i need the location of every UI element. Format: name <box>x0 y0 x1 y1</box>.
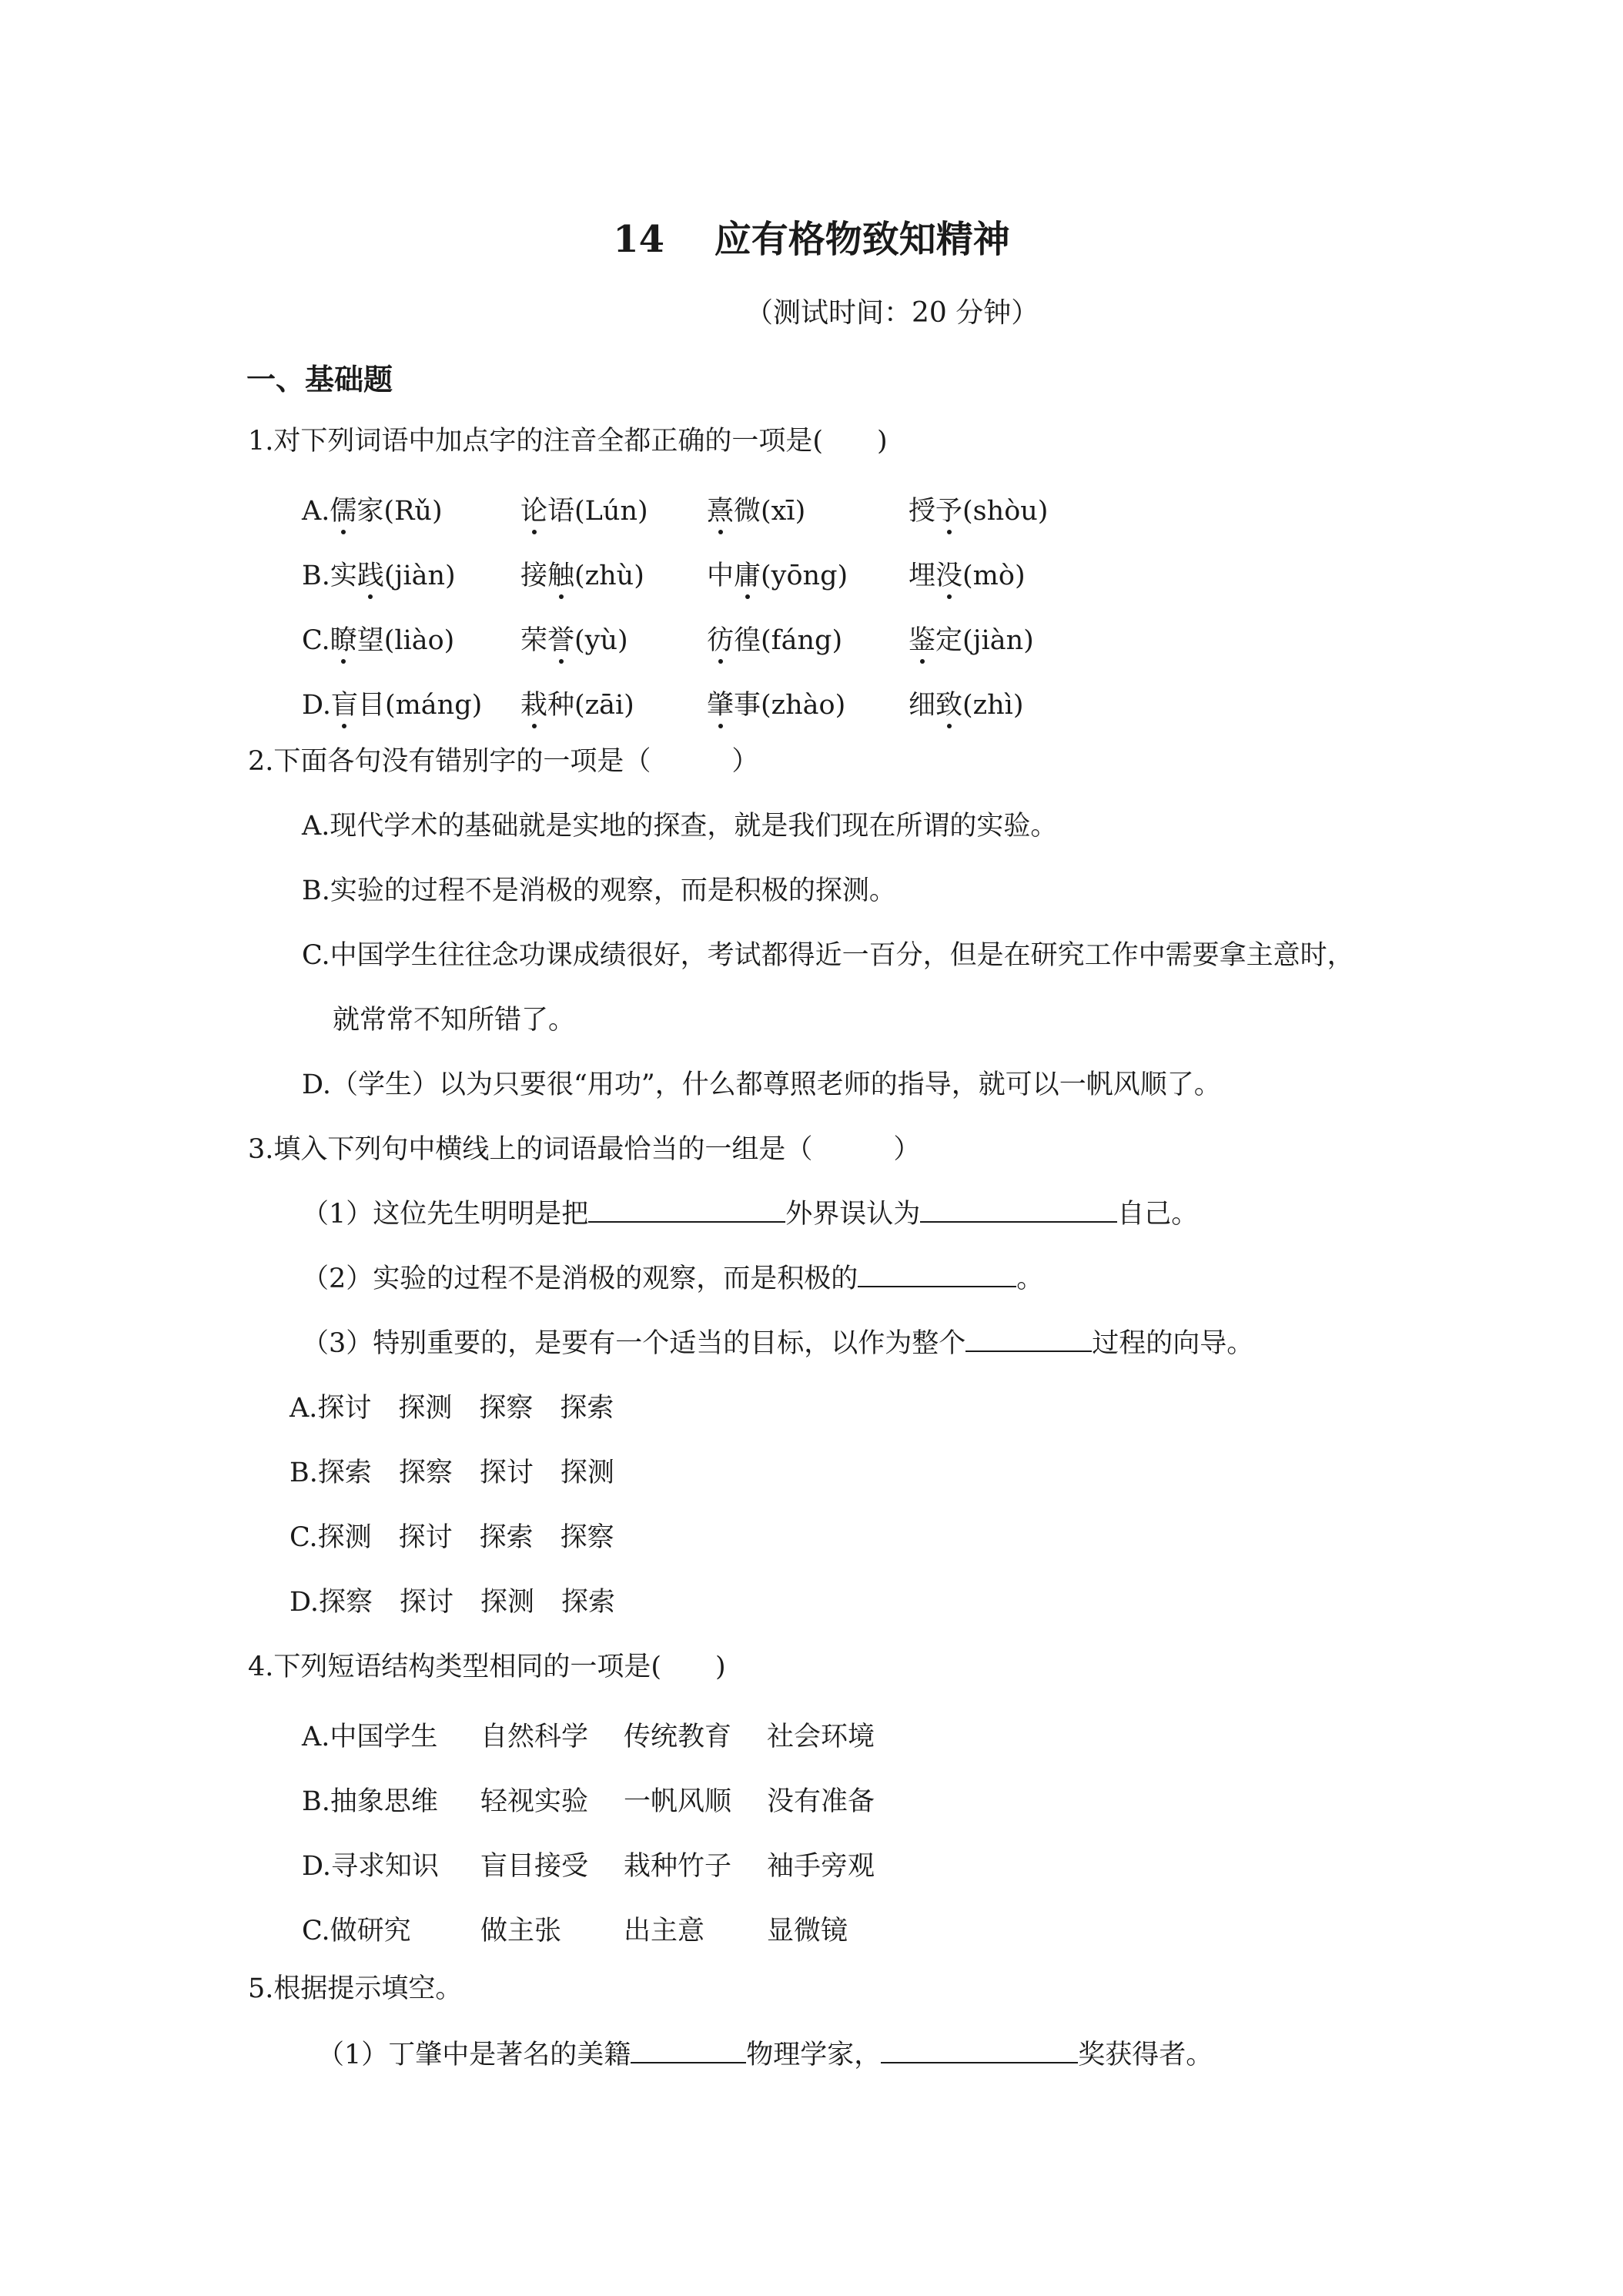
word-char: 埋 <box>909 561 936 591</box>
fill-blank[interactable] <box>965 1327 1092 1352</box>
dotted-char: 践 <box>357 554 384 593</box>
question-1-option-a-item <box>302 490 443 528</box>
option-label: B. <box>302 561 330 591</box>
dotted-char: 誉 <box>547 619 574 658</box>
question-4-phrase <box>624 1909 704 1948</box>
question-4-phrase <box>302 1909 411 1948</box>
phrase-text: 显微镜 <box>767 1916 848 1946</box>
question-4-phrase <box>767 1845 875 1883</box>
question-4-phrase <box>302 1715 437 1754</box>
word-rest: 望(liào) <box>356 625 455 656</box>
dotted-char: 儒 <box>330 490 356 528</box>
word-rest: (yōng) <box>761 561 848 591</box>
question-1-option-d-item <box>302 684 482 722</box>
question-4-phrase <box>480 1845 588 1883</box>
phrase-text: 没有准备 <box>767 1786 875 1817</box>
word-rest: 目(máng) <box>357 690 483 721</box>
question-3-option-c: C.探测 探讨 探索 探察 <box>289 1522 614 1553</box>
dotted-char: 熹 <box>707 490 734 528</box>
dotted-char: 鉴 <box>909 619 935 658</box>
question-4-phrase <box>767 1909 848 1948</box>
question-3-sentence-2 <box>302 1263 1043 1295</box>
word-rest: 徨(fáng) <box>734 625 843 656</box>
fill-blank[interactable] <box>858 1263 1016 1287</box>
phrase-text: 自然科学 <box>480 1722 589 1752</box>
question-3-sentence-1 <box>302 1198 1198 1230</box>
dotted-char: 致 <box>935 684 962 722</box>
question-3-option-b: B.探索 探察 探讨 探测 <box>289 1458 614 1488</box>
word-char: 实 <box>330 561 357 591</box>
word-rest: (mò) <box>962 561 1026 591</box>
question-3-sentence-3 <box>302 1327 1253 1360</box>
question-2-option-c: C.中国学生往往念功课成绩很好，考试都得近一百分，但是在研究工作中需要拿主意时， <box>302 940 1354 971</box>
question-1-option-a-item <box>909 490 1048 528</box>
question-1-option-b-item <box>909 554 1026 593</box>
dotted-char: 瞭 <box>330 619 357 658</box>
question-3-option-a: A.探讨 探测 探察 探索 <box>289 1393 614 1424</box>
question-4-stem: 4.下列短语结构类型相同的一项是( ) <box>248 1652 726 1682</box>
word-rest: (zhù) <box>574 561 644 591</box>
page-title: 14 应有格物致知精神 <box>613 218 1010 261</box>
word-rest: 微(xī) <box>734 496 806 527</box>
word-rest: 家(Rǔ) <box>356 496 443 527</box>
question-1-option-d-item <box>707 684 845 722</box>
question-1-option-b-item <box>302 554 456 593</box>
phrase-text: 做研究 <box>330 1916 411 1946</box>
sentence-2-part-b: 。 <box>1016 1263 1044 1294</box>
phrase-text: 出主意 <box>624 1916 705 1946</box>
option-label: C. <box>302 1916 330 1946</box>
question-4-phrase <box>767 1780 875 1819</box>
question-4-phrase <box>624 1780 731 1819</box>
sentence-2-part-a: （2）实验的过程不是消极的观察，而是积极的 <box>302 1263 858 1294</box>
dotted-char: 触 <box>547 554 574 593</box>
word-char: 细 <box>909 690 936 721</box>
word-rest: 事(zhào) <box>734 690 846 721</box>
phrase-text: 社会环境 <box>767 1722 875 1752</box>
fill-blank[interactable] <box>920 1198 1117 1223</box>
word-char: 荣 <box>520 625 548 656</box>
fill-blank[interactable] <box>881 2039 1078 2063</box>
question-4-phrase <box>480 1780 588 1819</box>
question-5-stem: 5.根据提示填空。 <box>248 1973 463 2004</box>
phrase-text: 袖手旁观 <box>767 1851 875 1882</box>
question-4-phrase <box>480 1909 561 1948</box>
word-rest: 种(zāi) <box>547 690 634 721</box>
word-rest: (shòu) <box>962 496 1049 527</box>
question-1-stem: 1.对下列词语中加点字的注音全都正确的一项是( ) <box>248 426 888 457</box>
phrase-text: 做主张 <box>480 1916 562 1946</box>
question-4-phrase <box>624 1715 731 1754</box>
word-char: 中 <box>707 561 735 591</box>
section-heading: 一、基础题 <box>246 362 393 397</box>
question-1-option-c-item <box>707 619 842 658</box>
dotted-char: 没 <box>935 554 962 593</box>
word-rest: 语(Lún) <box>547 496 648 527</box>
option-label: B. <box>302 1786 330 1817</box>
question-1-option-b-item <box>520 554 644 593</box>
word-rest: (jiàn) <box>383 561 456 591</box>
sentence-3-part-a: （3）特别重要的，是要有一个适当的目标，以作为整个 <box>302 1328 966 1359</box>
question-4-phrase <box>302 1780 438 1819</box>
question-1-option-d-item <box>909 684 1024 722</box>
question-1-option-c-item <box>302 619 454 658</box>
word-rest: 定(jiàn) <box>935 625 1034 656</box>
q5-part-b: 物理学家， <box>746 2040 882 2070</box>
option-label: A. <box>302 496 330 527</box>
word-rest: (zhì) <box>962 690 1024 721</box>
phrase-text: 抽象思维 <box>330 1786 438 1817</box>
word-rest: (yù) <box>574 625 628 656</box>
question-2-stem: 2.下面各句没有错别字的一项是（ ） <box>248 746 759 777</box>
question-5-sentence-1 <box>317 2039 1213 2071</box>
question-4-phrase <box>624 1845 731 1883</box>
question-2-option-c-continued: 就常常不知所错了。 <box>333 1005 576 1036</box>
option-label: D. <box>302 690 331 721</box>
question-3-stem: 3.填入下列句中横线上的词语最恰当的一组是（ ） <box>248 1134 921 1165</box>
question-2-option-b: B.实验的过程不是消极的观察，而是积极的探测。 <box>302 875 896 906</box>
question-1-option-d-item <box>520 684 634 722</box>
phrase-text: 中国学生 <box>330 1722 438 1752</box>
question-1-option-c-item <box>909 619 1034 658</box>
option-label: C. <box>302 625 330 656</box>
question-1-option-b-item <box>707 554 848 593</box>
phrase-text: 栽种竹子 <box>624 1851 732 1882</box>
word-char: 接 <box>520 561 548 591</box>
phrase-text: 寻求知识 <box>330 1851 439 1882</box>
sentence-1-part-c: 自己。 <box>1117 1199 1199 1230</box>
option-label: A. <box>302 1722 330 1752</box>
dotted-char: 彷 <box>707 619 734 658</box>
q5-part-a: （1）丁肇中是著名的美籍 <box>317 2040 631 2070</box>
q5-part-c: 奖获得者。 <box>1078 2040 1213 2070</box>
question-1-option-c-item <box>520 619 628 658</box>
question-1-option-a-item <box>707 490 805 528</box>
question-3-option-d: D.探察 探讨 探测 探索 <box>289 1587 615 1618</box>
dotted-char: 庸 <box>734 554 761 593</box>
sentence-3-part-b: 过程的向导。 <box>1092 1328 1254 1359</box>
sentence-1-part-a: （1）这位先生明明是把 <box>302 1199 589 1230</box>
phrase-text: 传统教育 <box>624 1722 732 1752</box>
dotted-char: 论 <box>520 490 547 528</box>
word-char: 授 <box>909 496 936 527</box>
dotted-char: 盲 <box>331 684 358 722</box>
question-2-option-d: D.（学生）以为只要很“用功”，什么都尊照老师的指导，就可以一帆风顺了。 <box>302 1069 1221 1100</box>
phrase-text: 盲目接受 <box>480 1851 589 1882</box>
dotted-char: 予 <box>935 490 962 528</box>
question-4-phrase <box>480 1715 588 1754</box>
dotted-char: 肇 <box>707 684 734 722</box>
question-2-option-a: A.现代学术的基础就是实地的探查，就是我们现在所谓的实验。 <box>302 811 1058 842</box>
option-label: D. <box>302 1851 331 1882</box>
test-time-note: （测试时间：20 分钟） <box>745 297 1039 329</box>
dotted-char: 栽 <box>520 684 547 722</box>
question-1-option-a-item <box>520 490 648 528</box>
fill-blank[interactable] <box>588 1198 785 1223</box>
question-4-phrase <box>302 1845 439 1883</box>
fill-blank[interactable] <box>631 2039 746 2063</box>
phrase-text: 一帆风顺 <box>624 1786 732 1817</box>
sentence-1-part-b: 外界误认为 <box>785 1199 921 1230</box>
phrase-text: 轻视实验 <box>480 1786 589 1817</box>
question-4-phrase <box>767 1715 875 1754</box>
